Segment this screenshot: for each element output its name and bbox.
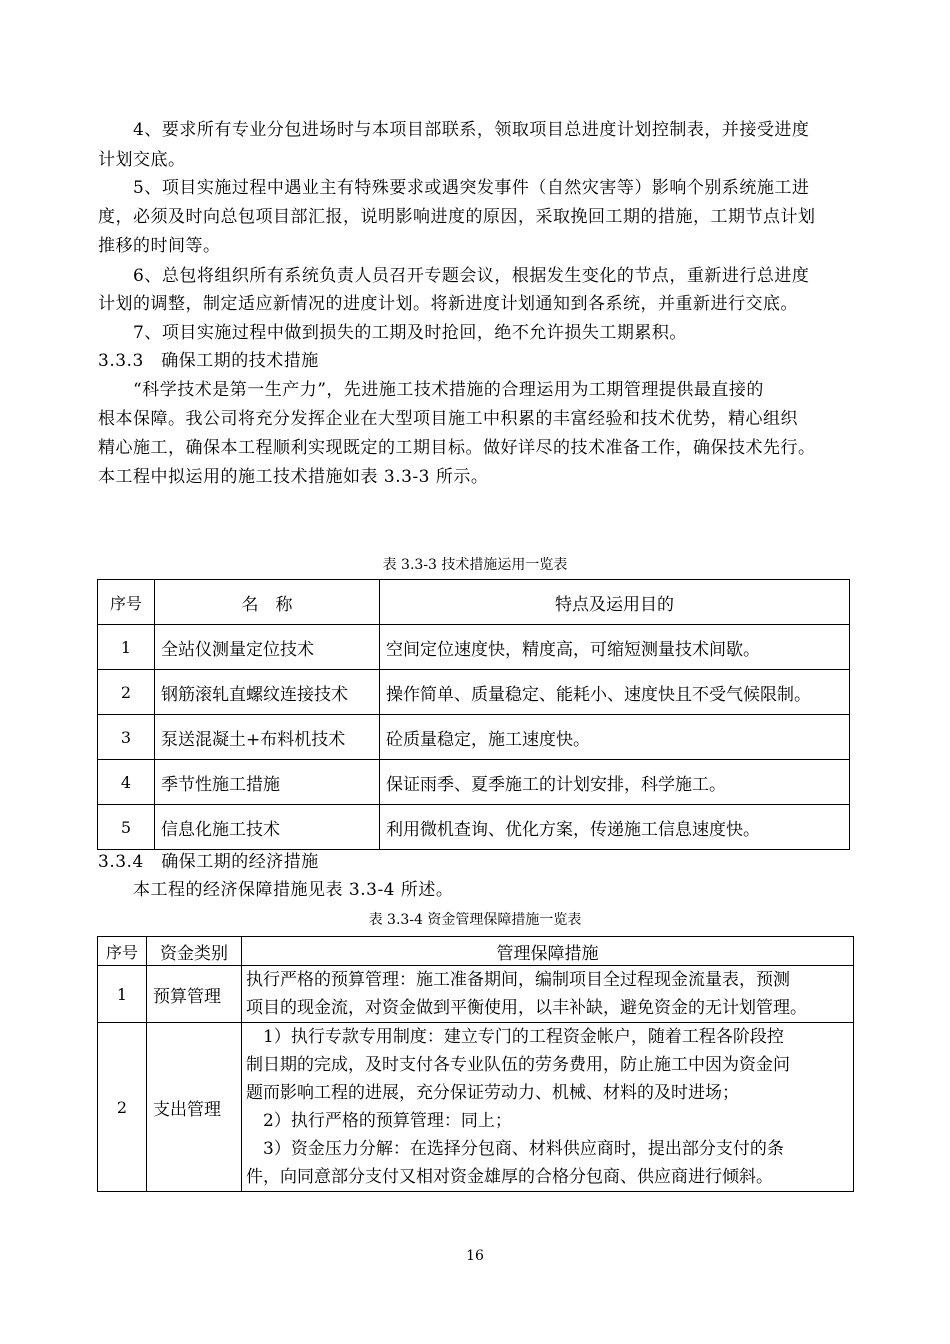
- measure-line: 2）执行严格的预算管理：同上；: [246, 1111, 512, 1131]
- table-row: [98, 805, 850, 850]
- paragraph-line: 6、总包将组织所有系统负责人员召开专题会议，根据发生变化的节点，重新进行总进度: [98, 266, 810, 286]
- table-row: [98, 715, 850, 760]
- paragraph-line: 4、要求所有专业分包进场时与本项目部联系，领取项目总进度计划控制表，并接受进度: [98, 120, 810, 140]
- row-num: 3: [98, 715, 155, 760]
- measure-line: 1）执行专款专用制度：建立专门的工程资金帐户，随着工程各阶段控: [246, 1027, 784, 1047]
- row-num: 1: [98, 966, 147, 1023]
- header-purpose: 特点及运用目的: [380, 580, 850, 625]
- paragraph-line: “科学技术是第一生产力”，先进施工技术措施的合理运用为工期管理提供最直接的: [98, 380, 764, 400]
- row-num: 5: [98, 805, 155, 850]
- row-measures: [242, 1023, 854, 1192]
- row-measures: [242, 966, 854, 1023]
- table-header-row: [98, 580, 850, 625]
- table-row: [98, 1023, 854, 1192]
- measure-line: 执行严格的预算管理：施工准备期间，编制项目全过程现金流量表，预测: [246, 970, 790, 990]
- row-purpose: 空间定位速度快，精度高，可缩短测量技术间歇。: [380, 625, 850, 670]
- row-purpose: 保证雨季、夏季施工的计划安排，科学施工。: [380, 760, 850, 805]
- measure-line: 件，向同意部分支付又相对资金雄厚的合格分包商、供应商进行倾斜。: [246, 1167, 773, 1187]
- paragraph-line: 7、项目实施过程中做到损失的工期及时抢回，绝不允许损失工期累积。: [98, 323, 687, 343]
- measure-line: 项目的现金流，对资金做到平衡使用，以丰补缺，避免资金的无计划管理。: [246, 998, 807, 1018]
- table2-caption: 表 3.3-4 资金管理保障措施一览表: [368, 912, 582, 928]
- paragraph-line: 计划的调整，制定适应新情况的进度计划。将新进度计划通知到各系统，并重新进行交底。: [98, 294, 798, 314]
- row-purpose: 砼质量稳定，施工速度快。: [380, 715, 850, 760]
- section-heading-333: 3.3.3 确保工期的技术措施: [98, 351, 319, 371]
- measure-line: 3）资金压力分解：在选择分包商、材料供应商时，提出部分支付的条: [246, 1139, 784, 1159]
- row-num: 4: [98, 760, 155, 805]
- row-num: 2: [98, 670, 155, 715]
- row-name: 钢筋滚轧直螺纹连接技术: [155, 670, 380, 715]
- paragraph-line: 精心施工，确保本工程顺利实现既定的工期目标。做好详尽的技术准备工作，确保技术先行。: [98, 438, 816, 458]
- paragraph-line: 本工程中拟运用的施工技术措施如表 3.3-3 所示。: [98, 467, 489, 487]
- tech-measures-table: [97, 579, 850, 850]
- measure-line: 制日期的完成，及时支付各专业队伍的劳务费用，防止施工中因为资金问: [246, 1055, 790, 1075]
- table1-caption: 表 3.3-3 技术措施运用一览表: [382, 557, 568, 573]
- row-name: 季节性施工措施: [155, 760, 380, 805]
- table-row: [98, 966, 854, 1023]
- page-number: 16: [466, 1248, 484, 1264]
- paragraph-line: 根本保障。我公司将充分发挥企业在大型项目施工中积累的丰富经验和技术优势，精心组织: [98, 409, 798, 429]
- row-category: 预算管理: [147, 966, 242, 1023]
- header-measures: 管理保障措施: [242, 937, 854, 966]
- row-purpose: 操作简单、质量稳定、能耗小、速度快且不受气候限制。: [380, 670, 850, 715]
- row-num: 1: [98, 625, 155, 670]
- paragraph-line: 推移的时间等。: [98, 236, 221, 256]
- row-category: 支出管理: [147, 1023, 242, 1192]
- row-name: 泵送混凝土+布料机技术: [155, 715, 380, 760]
- table-row: [98, 625, 850, 670]
- measure-line: 题而影响工程的进展，充分保证劳动力、机械、材料的及时进场；: [246, 1083, 739, 1103]
- fund-measures-table: [97, 936, 854, 1192]
- header-category: 资金类别: [147, 937, 242, 966]
- section-heading-334: 3.3.4 确保工期的经济措施: [98, 852, 319, 872]
- table-row: [98, 670, 850, 715]
- table-header-row: [98, 937, 854, 966]
- row-num: 2: [98, 1023, 147, 1192]
- row-name: 全站仪测量定位技术: [155, 625, 380, 670]
- paragraph-line: 5、项目实施过程中遇业主有特殊要求或遇突发事件（自然灾害等）影响个别系统施工进: [98, 178, 810, 198]
- table-row: [98, 760, 850, 805]
- row-purpose: 利用微机查询、优化方案，传递施工信息速度快。: [380, 805, 850, 850]
- row-name: 信息化施工技术: [155, 805, 380, 850]
- paragraph-line: 计划交底。: [98, 150, 186, 170]
- header-name: 名 称: [155, 580, 380, 625]
- header-num: 序号: [98, 580, 155, 625]
- paragraph-line: 度，必须及时向总包项目部汇报，说明影响进度的原因，采取挽回工期的措施，工期节点计划: [98, 207, 816, 227]
- header-num: 序号: [98, 937, 147, 966]
- section-intro: 本工程的经济保障措施见表 3.3-4 所述。: [98, 880, 454, 900]
